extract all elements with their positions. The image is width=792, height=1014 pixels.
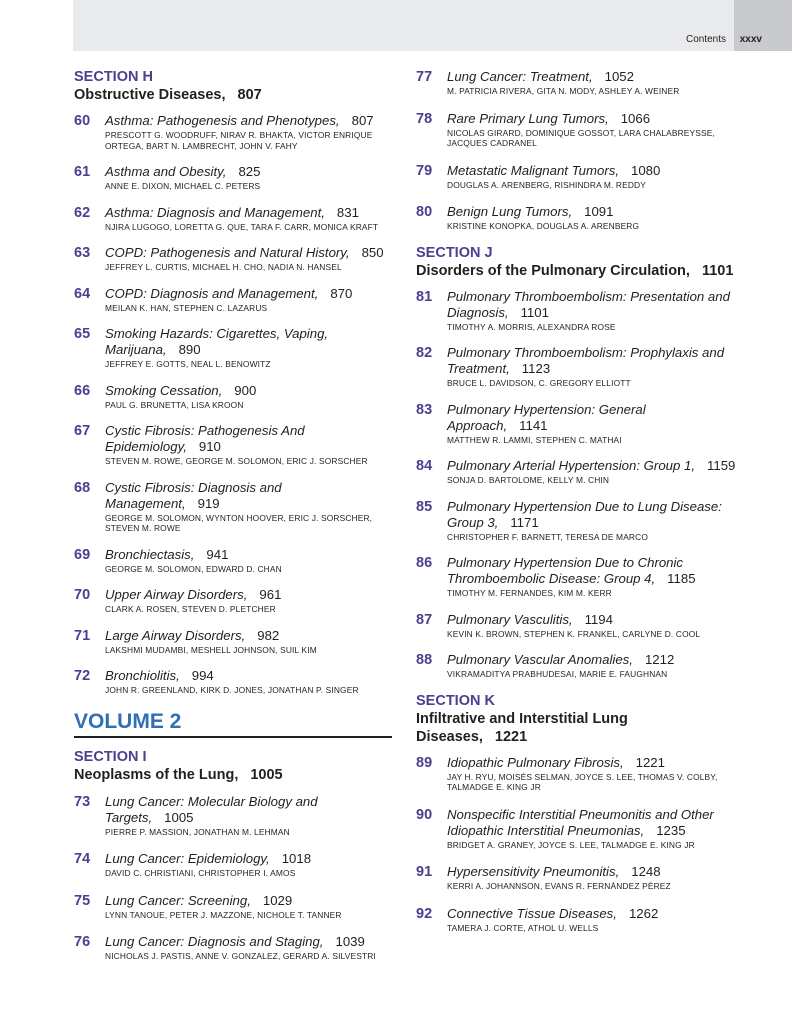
chapter-authors: NICOLAS GIRARD, DOMINIQUE GOSSOT, LARA CHALABREYSSE, JACQUES CADRANEL — [447, 127, 715, 148]
chapter-number: 72 — [74, 668, 91, 684]
chapter-number: 71 — [74, 627, 91, 644]
toc-entry[interactable] — [416, 864, 736, 892]
chapter-number: 81 — [416, 288, 433, 305]
chapter-page: 961 — [259, 587, 282, 602]
chapter-number: 64 — [74, 285, 91, 302]
chapter-body — [105, 794, 394, 838]
chapter-title-text: Pulmonary Hypertension: General Approach, — [447, 401, 646, 433]
section-title-text: Obstructive Diseases, — [74, 87, 226, 103]
chapter-page: 807 — [351, 113, 374, 128]
chapter-number: 84 — [416, 458, 433, 474]
chapter-page: 1052 — [604, 69, 634, 84]
chapter-title-text: COPD: Pathogenesis and Natural History, — [105, 245, 350, 260]
chapter-number: 82 — [416, 345, 433, 361]
chapter-title[interactable] — [105, 164, 394, 180]
chapter-list-section-i-continued — [416, 69, 736, 232]
chapter-title[interactable] — [447, 163, 736, 179]
chapter-number: 75 — [74, 892, 91, 909]
chapter-title-text: Lung Cancer: Molecular Biology and Targets, — [105, 793, 318, 825]
chapter-body — [447, 163, 736, 191]
toc-entry[interactable] — [416, 204, 736, 232]
chapter-number: 69 — [74, 546, 91, 563]
chapter-title[interactable] — [447, 555, 736, 587]
chapter-page: 982 — [257, 627, 280, 643]
chapter-body — [447, 289, 736, 333]
chapter-page: 890 — [178, 342, 201, 357]
chapter-title[interactable] — [105, 794, 394, 826]
volume-rule — [74, 736, 392, 738]
chapter-title[interactable] — [105, 893, 394, 909]
chapter-body — [105, 547, 394, 575]
chapter-authors: SONJA D. BARTOLOME, KELLY M. CHIN — [447, 475, 610, 485]
toc-entry[interactable] — [74, 587, 394, 615]
toc-entry[interactable] — [416, 807, 736, 851]
chapter-title-text: COPD: Diagnosis and Management, — [105, 285, 319, 301]
chapter-number: 92 — [416, 905, 433, 922]
chapter-page: 831 — [336, 204, 359, 220]
chapter-title[interactable] — [447, 402, 736, 434]
chapter-title-text: Large Airway Disorders, — [105, 627, 246, 643]
chapter-number: 61 — [74, 164, 91, 180]
chapter-title-text: Bronchiectasis, — [105, 546, 195, 562]
chapter-page: 1123 — [521, 361, 551, 376]
chapter-title-text: Metastatic Malignant Tumors, — [447, 162, 619, 178]
chapter-authors: PRESCOTT G. WOODRUFF, NIRAV R. BHAKTA, VICTOR ENRIQUE ORTEGA, BART N. LAMBRECHT, JOHN V. FAHY — [105, 130, 373, 151]
chapter-title-text: Pulmonary Thromboembolism: Presentation and Diagnosis, — [447, 288, 730, 320]
toc-entry[interactable] — [416, 111, 736, 149]
chapter-body — [105, 893, 394, 921]
chapter-title[interactable] — [447, 499, 736, 531]
chapter-list-section-k — [416, 755, 736, 934]
chapter-authors: TAMERA J. CORTE, ATHOL U. WELLS — [447, 922, 599, 933]
chapter-number: 78 — [416, 110, 433, 127]
chapter-page: 1005 — [164, 809, 194, 825]
chapter-title-text: Idiopathic Pulmonary Fibrosis, — [447, 754, 624, 770]
section-title — [74, 766, 394, 784]
toc-entry[interactable] — [74, 286, 394, 314]
chapter-authors: MATTHEW R. LAMMI, STEPHEN C. MATHAI — [447, 434, 622, 445]
chapter-body — [447, 555, 736, 599]
toc-entry[interactable] — [74, 547, 394, 575]
chapter-title[interactable] — [105, 113, 394, 129]
chapter-authors: M. PATRICIA RIVERA, GITA N. MODY, ASHLEY A. WEINER — [447, 86, 680, 96]
header-label: Contents — [685, 34, 726, 45]
toc-entry[interactable] — [416, 906, 736, 934]
toc-entry[interactable] — [416, 555, 736, 599]
toc-entry[interactable] — [74, 480, 394, 534]
toc-entry[interactable] — [416, 402, 736, 446]
chapter-body — [447, 402, 736, 446]
section-i-heading — [74, 749, 394, 784]
chapter-authors: TIMOTHY A. MORRIS, ALEXANDRA ROSE — [447, 321, 616, 332]
chapter-authors: VIKRAMADITYA PRABHUDESAI, MARIE E. FAUGHNAN — [447, 669, 668, 679]
chapter-title-text: Pulmonary Hypertension Due to Lung Disease: Group 3, — [447, 498, 722, 530]
section-page: 1005 — [250, 766, 283, 783]
chapter-authors: DAVID C. CHRISTIANI, CHRISTOPHER I. AMOS — [105, 868, 296, 878]
chapter-list-section-j — [416, 289, 736, 680]
chapter-title-text: Lung Cancer: Screening, — [105, 892, 251, 908]
chapter-title-text: Pulmonary Vascular Anomalies, — [447, 652, 633, 667]
chapter-page: 1194 — [584, 611, 613, 627]
chapter-body — [447, 204, 736, 232]
toc-entry[interactable] — [74, 423, 394, 467]
chapter-title-text: Pulmonary Arterial Hypertension: Group 1, — [447, 458, 695, 473]
chapter-title[interactable] — [105, 587, 394, 603]
chapter-page: 1262 — [628, 905, 659, 921]
left-column — [74, 69, 394, 962]
toc-entry[interactable] — [74, 794, 394, 838]
chapter-page: 1080 — [630, 162, 661, 178]
chapter-page: 1101 — [520, 304, 549, 320]
toc-entry[interactable] — [74, 934, 394, 962]
chapter-body — [447, 499, 736, 543]
chapter-authors: GEORGE M. SOLOMON, WYNTON HOOVER, ERIC J. SORSCHER, STEVEN M. ROWE — [105, 512, 373, 533]
chapter-title-text: Rare Primary Lung Tumors, — [447, 110, 609, 126]
chapter-number: 86 — [416, 555, 433, 571]
chapter-number: 63 — [74, 245, 91, 261]
chapter-authors: JOHN R. GREENLAND, KIRK D. JONES, JONATHAN P. SINGER — [105, 685, 359, 695]
toc-entry[interactable] — [416, 755, 736, 793]
chapter-body — [105, 668, 394, 696]
chapter-title[interactable] — [105, 668, 394, 684]
chapter-body — [105, 205, 394, 233]
section-title — [74, 86, 394, 104]
chapter-page: 900 — [234, 382, 257, 398]
header-bar — [73, 0, 792, 51]
chapter-body — [105, 383, 394, 411]
section-title-text: Infiltrative and Interstitial Lung Diseases, — [416, 710, 628, 745]
chapter-page: 994 — [191, 668, 214, 683]
chapter-authors: ANNE E. DIXON, MICHAEL C. PETERS — [105, 181, 261, 191]
chapter-body — [105, 423, 394, 467]
chapter-page: 1159 — [707, 458, 736, 473]
chapter-authors: LYNN TANOUE, PETER J. MAZZONE, NICHOLE T. TANNER — [105, 909, 342, 920]
page-number: xxxv — [739, 34, 762, 45]
chapter-number: 65 — [74, 326, 91, 342]
chapter-page: 850 — [361, 245, 384, 260]
toc-entry[interactable] — [416, 69, 736, 97]
section-j-heading — [416, 245, 736, 280]
chapter-authors: PIERRE P. MASSION, JONATHAN M. LEHMAN — [105, 826, 290, 837]
chapter-page: 941 — [206, 546, 229, 562]
chapter-number: 74 — [74, 851, 91, 867]
chapter-page: 910 — [198, 439, 221, 454]
chapter-page: 1185 — [667, 571, 696, 586]
chapter-authors: GEORGE M. SOLOMON, EDWARD D. CHAN — [105, 563, 282, 574]
chapter-page: 1221 — [635, 754, 665, 770]
chapter-body — [447, 906, 736, 934]
chapter-page: 870 — [330, 285, 353, 301]
chapter-title[interactable] — [105, 286, 394, 302]
chapter-title[interactable] — [447, 864, 736, 880]
chapter-body — [447, 807, 736, 851]
chapter-title-text: Upper Airway Disorders, — [105, 587, 248, 602]
chapter-title-text: Asthma: Diagnosis and Management, — [105, 204, 325, 220]
chapter-title-text: Bronchiolitis, — [105, 668, 180, 683]
chapter-body — [447, 652, 736, 680]
chapter-authors: LAKSHMI MUDAMBI, MESHELL JOHNSON, SUIL KIM — [105, 644, 317, 655]
toc-entry[interactable] — [416, 612, 736, 640]
toc-entry[interactable] — [416, 345, 736, 389]
section-page: 807 — [237, 87, 262, 103]
chapter-authors: NJIRA LUGOGO, LORETTA G. QUE, TARA F. CARR, MONICA KRAFT — [105, 221, 379, 232]
chapter-title-text: Nonspecific Interstitial Pneumonitis and Other Idiopathic Interstitial Pneumonias, — [447, 806, 714, 838]
section-label: SECTION I — [74, 748, 147, 765]
chapter-page: 1141 — [519, 417, 548, 433]
chapter-page: 1029 — [262, 892, 293, 908]
chapter-page: 1039 — [335, 934, 365, 949]
chapter-body — [447, 345, 736, 389]
chapter-title-text: Smoking Hazards: Cigarettes, Vaping, Marijuana, — [105, 326, 329, 357]
chapter-number: 76 — [74, 934, 91, 950]
chapter-title[interactable] — [105, 205, 394, 221]
chapter-title-text: Pulmonary Hypertension Due to Chronic Thromboembolic Disease: Group 4, — [447, 555, 684, 586]
chapter-title[interactable] — [447, 807, 736, 839]
chapter-title-text: Pulmonary Vasculitis, — [447, 611, 573, 627]
chapter-body — [105, 245, 394, 273]
chapter-body — [105, 480, 394, 534]
chapter-authors: TIMOTHY M. FERNANDES, KIM M. KERR — [447, 588, 612, 598]
chapter-title[interactable] — [105, 423, 394, 455]
chapter-title[interactable] — [105, 628, 394, 644]
chapter-page: 1171 — [510, 514, 539, 530]
chapter-title-text: Hypersensitivity Pneumonitis, — [447, 864, 620, 879]
chapter-body — [105, 164, 394, 192]
chapter-title[interactable] — [447, 755, 736, 771]
toc-entry[interactable] — [74, 326, 394, 370]
chapter-authors: JEFFREY E. GOTTS, NEAL L. BENOWITZ — [105, 359, 271, 369]
chapter-page: 1018 — [281, 851, 312, 866]
chapter-authors: KRISTINE KONOPKA, DOUGLAS A. ARENBERG — [447, 221, 640, 231]
chapter-title-text: Smoking Cessation, — [105, 382, 223, 398]
chapter-title[interactable] — [447, 458, 736, 474]
chapter-number: 90 — [416, 806, 433, 823]
toc-entry[interactable] — [74, 113, 394, 151]
chapter-title-text: Cystic Fibrosis: Pathogenesis And Epidemiology, — [105, 423, 305, 454]
chapter-title[interactable] — [105, 480, 394, 512]
chapter-number: 89 — [416, 754, 433, 771]
chapter-title-text: Asthma and Obesity, — [105, 164, 227, 179]
section-page: 1221 — [494, 728, 528, 745]
chapter-number: 79 — [416, 162, 433, 179]
toc-entry[interactable] — [416, 458, 736, 486]
chapter-title[interactable] — [105, 245, 394, 261]
chapter-number: 88 — [416, 652, 433, 668]
chapter-body — [447, 612, 736, 640]
toc-entry[interactable] — [74, 164, 394, 192]
chapter-authors: BRUCE L. DAVIDSON, C. GREGORY ELLIOTT — [447, 378, 631, 388]
chapter-number: 91 — [416, 864, 433, 880]
chapter-page: 825 — [238, 164, 261, 179]
chapter-title-text: Lung Cancer: Treatment, — [447, 69, 593, 84]
chapter-title[interactable] — [447, 289, 736, 321]
chapter-title[interactable] — [447, 204, 736, 220]
chapter-page: 1091 — [584, 204, 614, 219]
toc-entry[interactable] — [74, 245, 394, 273]
chapter-title[interactable] — [105, 383, 394, 399]
chapter-number: 77 — [416, 69, 433, 85]
section-label: SECTION J — [416, 244, 493, 261]
chapter-body — [105, 851, 394, 879]
toc-entry[interactable] — [74, 205, 394, 233]
toc-entry[interactable] — [416, 499, 736, 543]
chapter-number: 83 — [416, 401, 433, 418]
toc-entry[interactable] — [416, 289, 736, 333]
section-label: SECTION K — [416, 692, 495, 709]
chapter-title[interactable] — [105, 547, 394, 563]
chapter-title[interactable] — [447, 612, 736, 628]
chapter-number: 70 — [74, 587, 91, 603]
chapter-number: 67 — [74, 423, 91, 439]
toc-entry[interactable] — [74, 383, 394, 411]
section-k-heading — [416, 693, 646, 746]
chapter-body — [105, 587, 394, 615]
section-page: 1101 — [701, 262, 734, 279]
chapter-title-text: Benign Lung Tumors, — [447, 204, 573, 219]
chapter-title[interactable] — [447, 111, 736, 127]
chapter-title[interactable] — [447, 652, 736, 668]
chapter-title[interactable] — [105, 851, 394, 867]
toc-entry[interactable] — [416, 163, 736, 191]
chapter-number: 87 — [416, 611, 433, 628]
chapter-page: 1248 — [631, 864, 661, 879]
chapter-number: 60 — [74, 113, 91, 129]
toc-entry[interactable] — [74, 851, 394, 879]
chapter-authors: STEVEN M. ROWE, GEORGE M. SOLOMON, ERIC J. SORSCHER — [105, 456, 368, 466]
chapter-authors: DOUGLAS A. ARENBERG, RISHINDRA M. REDDY — [447, 179, 646, 190]
chapter-page: 1212 — [644, 652, 675, 667]
chapter-title[interactable] — [447, 69, 736, 85]
chapter-title-text: Lung Cancer: Epidemiology, — [105, 851, 270, 866]
chapter-body — [105, 934, 394, 962]
chapter-number: 80 — [416, 204, 433, 220]
section-title-text: Disorders of the Pulmonary Circulation, — [416, 262, 690, 279]
chapter-body — [447, 111, 736, 149]
chapter-body — [447, 69, 736, 97]
chapter-authors: CHRISTOPHER F. BARNETT, TERESA DE MARCO — [447, 531, 648, 542]
chapter-body — [105, 113, 394, 151]
section-label: SECTION H — [74, 69, 153, 85]
chapter-authors: BRIDGET A. GRANEY, JOYCE S. LEE, TALMADGE E. KING JR — [447, 839, 695, 850]
volume-heading — [74, 710, 394, 738]
right-column — [416, 69, 736, 933]
chapter-number: 68 — [74, 479, 91, 496]
chapter-body — [105, 628, 394, 656]
chapter-title-text: Cystic Fibrosis: Diagnosis and Management, — [105, 479, 282, 511]
chapter-number: 62 — [74, 204, 91, 221]
chapter-page: 1066 — [620, 110, 651, 126]
chapter-number: 85 — [416, 498, 433, 515]
section-title — [416, 262, 736, 280]
chapter-page: 919 — [197, 495, 220, 511]
chapter-authors: KERRI A. JOHANNSON, EVANS R. FERNÁNDEZ PÉREZ — [447, 881, 671, 891]
chapter-title-text: Asthma: Pathogenesis and Phenotypes, — [105, 113, 340, 128]
chapter-title-text: Pulmonary Thromboembolism: Prophylaxis and Treatment, — [447, 345, 725, 376]
chapter-authors: JAY H. RYU, MOISÉS SELMAN, JOYCE S. LEE, THOMAS V. COLBY, TALMADGE E. KING JR — [447, 771, 718, 792]
volume-title: VOLUME 2 — [74, 709, 182, 733]
chapter-page: 1235 — [656, 822, 686, 838]
chapter-authors: KEVIN K. BROWN, STEPHEN K. FRANKEL, CARLYNE D. COOL — [447, 628, 701, 639]
chapter-number: 73 — [74, 793, 91, 810]
section-title — [416, 710, 646, 746]
chapter-title-text: Connective Tissue Diseases, — [447, 905, 617, 921]
toc-entry[interactable] — [74, 668, 394, 696]
chapter-title-text: Lung Cancer: Diagnosis and Staging, — [105, 934, 324, 949]
chapter-list-section-i — [74, 794, 394, 962]
chapter-title[interactable] — [447, 345, 736, 377]
chapter-body — [105, 286, 394, 314]
chapter-authors: CLARK A. ROSEN, STEVEN D. PLETCHER — [105, 604, 276, 614]
chapter-body — [105, 326, 394, 370]
chapter-body — [447, 755, 736, 793]
chapter-list-section-h — [74, 113, 394, 696]
chapter-body — [447, 864, 736, 892]
chapter-number: 66 — [74, 382, 91, 399]
chapter-authors: MEILAN K. HAN, STEPHEN C. LAZARUS — [105, 302, 268, 313]
chapter-title[interactable] — [105, 326, 394, 358]
toc-entry[interactable] — [74, 628, 394, 656]
chapter-authors: JEFFREY L. CURTIS, MICHAEL H. CHO, NADIA N. HANSEL — [105, 262, 342, 272]
chapter-body — [447, 458, 736, 486]
section-title-text: Neoplasms of the Lung, — [74, 766, 239, 783]
toc-entry[interactable] — [416, 652, 736, 680]
chapter-title[interactable] — [105, 934, 394, 950]
chapter-authors: PAUL G. BRUNETTA, LISA KROON — [105, 399, 244, 410]
chapter-authors: NICHOLAS J. PASTIS, ANNE V. GONZALEZ, GERARD A. SILVESTRI — [105, 951, 376, 961]
chapter-title[interactable] — [447, 906, 736, 922]
toc-entry[interactable] — [74, 893, 394, 921]
section-h-heading — [74, 69, 394, 104]
